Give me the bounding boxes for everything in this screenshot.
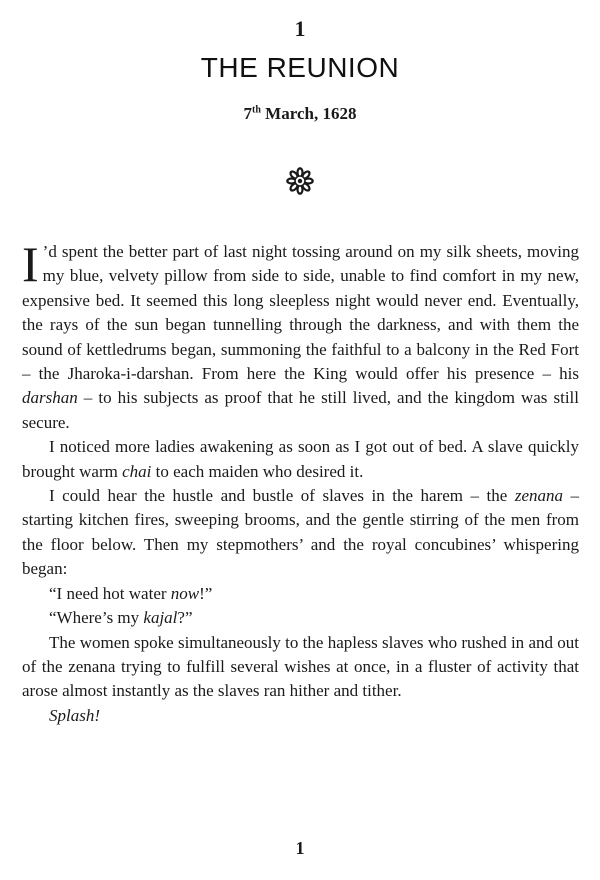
paragraph-3-text: I could hear the hustle and bustle of slaves in the harem – the <box>49 486 515 506</box>
date-suffix: th <box>252 104 261 116</box>
date-day: 7 <box>243 104 253 123</box>
chapter-number: 1 <box>294 16 306 41</box>
dialogue-2-end: ?” <box>177 608 193 628</box>
dialogue-2-italic: kajal <box>143 608 178 628</box>
paragraph-1-text: ’d spent the better part of last night tossing around on my silk sheets, moving my blue, velvety pillow from side to side, unable to find comfort in my new, expensive bed. It seemed this long sleepless night would never end. Eventually, the rays of the sun began tunnelling through the darkness, and with them the sound of kettledrums began, summoning the faithful to a balcony in the Red Fort – the Jharoka-i-darshan. From here the King would offer his presence – his <box>22 242 579 384</box>
dialogue-1-text: “I need hot water <box>49 583 171 603</box>
paragraph-4: The women spoke simultaneously to the hapless slaves who rushed in and out of the zenana trying to fulfill several wishes at once, in a fluster of activity that arose almost instantly as the slaves ran hither and tither. <box>22 632 579 701</box>
paragraph-2 <box>22 435 579 484</box>
paragraph-2-text: I noticed more ladies awakening as soon as I got out of bed. A slave quickly brought warm <box>22 437 579 481</box>
paragraph-2-italic: chai <box>122 461 152 481</box>
dialogue-1-italic: now <box>170 583 200 603</box>
paragraph-3-end: – starting kitchen fires, sweeping brooms, and the gentle stirring of the men from the floor below. Then my stepmothers’ and the royal concubines’ whispering began: <box>22 486 580 579</box>
paragraph-1-end: – to his subjects as proof that he still lived, and the kingdom was still secure. <box>22 388 579 432</box>
paragraph-1-italic: darshan <box>22 388 78 408</box>
chapter-body <box>22 236 580 728</box>
paragraph-5-italic: Splash! <box>49 705 100 725</box>
page-number: 1 <box>295 838 305 858</box>
chapter-date <box>0 104 600 124</box>
dialogue-1-end: !” <box>199 583 213 603</box>
paragraph-3-italic: zenana <box>514 486 563 506</box>
drop-cap: I <box>22 236 39 292</box>
paragraph-3 <box>22 484 579 582</box>
dialogue-line-1 <box>22 582 579 606</box>
chapter-title: THE REUNION <box>200 52 400 83</box>
date-rest: March, 1628 <box>260 104 357 123</box>
paragraph-1 <box>22 236 579 435</box>
paragraph-2-end: to each maiden who desired it. <box>151 461 364 481</box>
dialogue-2-text: “Where’s my <box>49 608 144 628</box>
paragraph-5 <box>22 704 579 728</box>
lotus-flower-ornament-icon <box>285 166 315 196</box>
dialogue-line-2 <box>22 606 579 630</box>
